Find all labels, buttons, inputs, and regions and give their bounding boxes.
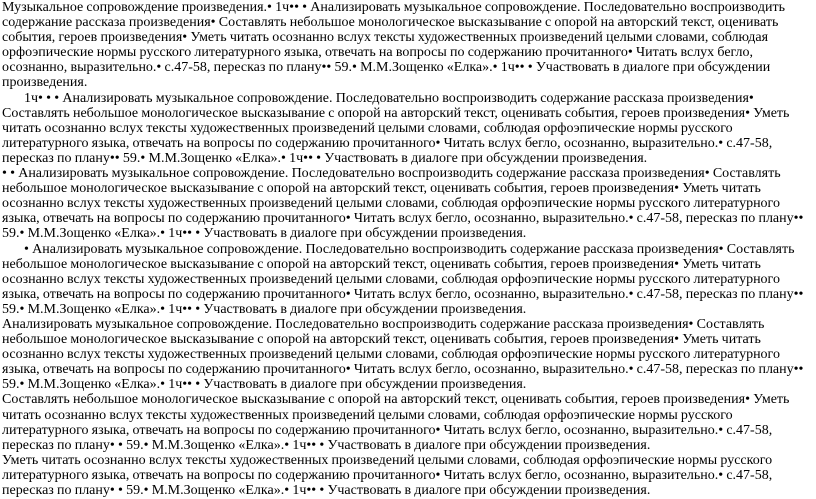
paragraph: Уметь читать осознанно вслух тексты художественных произведений целыми словами, соблюдая орфоэпические нормы русского литературного языка, отвечать на вопросы по содержанию прочитанного• Читать вслух бегло, осознанно, выразительно.• с.47-58, пересказ по плану• • 59.• М.М.Зощенко «Елка».• 1ч•• • Участвовать в диалоге при обсуждении произведения. <box>2 452 773 498</box>
document-body <box>2 0 814 498</box>
paragraph: 1ч• • • Анализировать музыкальное сопровождение. Последовательно воспроизводить содержание рассказа произведения• Составлять небольшое монологическое высказывание с опорой на авторский текст, оценивать события, героев произведения• Уметь читать осознанно вслух тексты художественных произведений целыми словами, соблюдая орфоэпические нормы русского литературного языка, отвечать на вопросы по содержанию прочитанного• Читать вслух бегло, осознанно, выразительно.• с.47-58, пересказ по плану•• 59.• М.М.Зощенко «Елка».• 1ч•• • Участвовать в диалоге при обсуждении произведения. <box>2 90 790 166</box>
paragraph: • Анализировать музыкальное сопровождение. Последовательно воспроизводить содержание рассказа произведения• Составлять небольшое монологическое высказывание с опорой на авторский текст, оценивать события, героев произведения• Уметь читать осознанно вслух тексты художественных произведений целыми словами, соблюдая орфоэпические нормы русского литературного языка, отвечать на вопросы по содержанию прочитанного• Читать вслух бегло, осознанно, выразительно.• с.47-58, пересказ по плану•• 59.• М.М.Зощенко «Елка».• 1ч•• • Участвовать в диалоге при обсуждении произведения. <box>2 241 804 317</box>
paragraph: • • Анализировать музыкальное сопровождение. Последовательно воспроизводить содержание рассказа произведения• Составлять небольшое монологическое высказывание с опорой на авторский текст, оценивать события, героев произведения• Уметь читать осознанно вслух тексты художественных произведений целыми словами, соблюдая орфоэпические нормы русского литературного языка, отвечать на вопросы по содержанию прочитанного• Читать вслух бегло, осознанно, выразительно.• с.47-58, пересказ по плану•• 59.• М.М.Зощенко «Елка».• 1ч•• • Участвовать в диалоге при обсуждении произведения. <box>2 166 804 242</box>
paragraph: Анализировать музыкальное сопровождение. Последовательно воспроизводить содержание рассказа произведения• Составлять небольшое монологическое высказывание с опорой на авторский текст, оценивать события, героев произведения• Уметь читать осознанно вслух тексты художественных произведений целыми словами, соблюдая орфоэпические нормы русского литературного языка, отвечать на вопросы по содержанию прочитанного• Читать вслух бегло, осознанно, выразительно.• с.47-58, пересказ по плану•• 59.• М.М.Зощенко «Елка».• 1ч•• • Участвовать в диалоге при обсуждении произведения. <box>2 316 804 393</box>
paragraph: Музыкальное сопровождение произведения.• 1ч•• • Анализировать музыкальное сопровождение. Последовательно воспроизводить содержание рассказа произведения• Составлять небольшое монологическое высказывание с опорой на авторский текст, оценивать события, героев произведения• Уметь читать осознанно вслух тексты художественных произведений целыми словами, соблюдая орфоэпические нормы русского литературного языка, отвечать на вопросы по содержанию прочитанного• Читать вслух бегло, осознанно, выразительно.• с.47-58, пересказ по плану•• 59.• М.М.Зощенко «Елка».• 1ч•• • Участвовать в диалоге при обсуждении произведения. <box>2 0 785 91</box>
paragraph: Составлять небольшое монологическое высказывание с опорой на авторский текст, оценивать события, героев произведения• Уметь читать осознанно вслух тексты художественных произведений целыми словами, соблюдая орфоэпические нормы русского литературного языка, отвечать на вопросы по содержанию прочитанного• Читать вслух бегло, осознанно, выразительно.• с.47-58, пересказ по плану• • 59.• М.М.Зощенко «Елка».• 1ч•• • Участвовать в диалоге при обсуждении произведения. <box>2 392 790 453</box>
